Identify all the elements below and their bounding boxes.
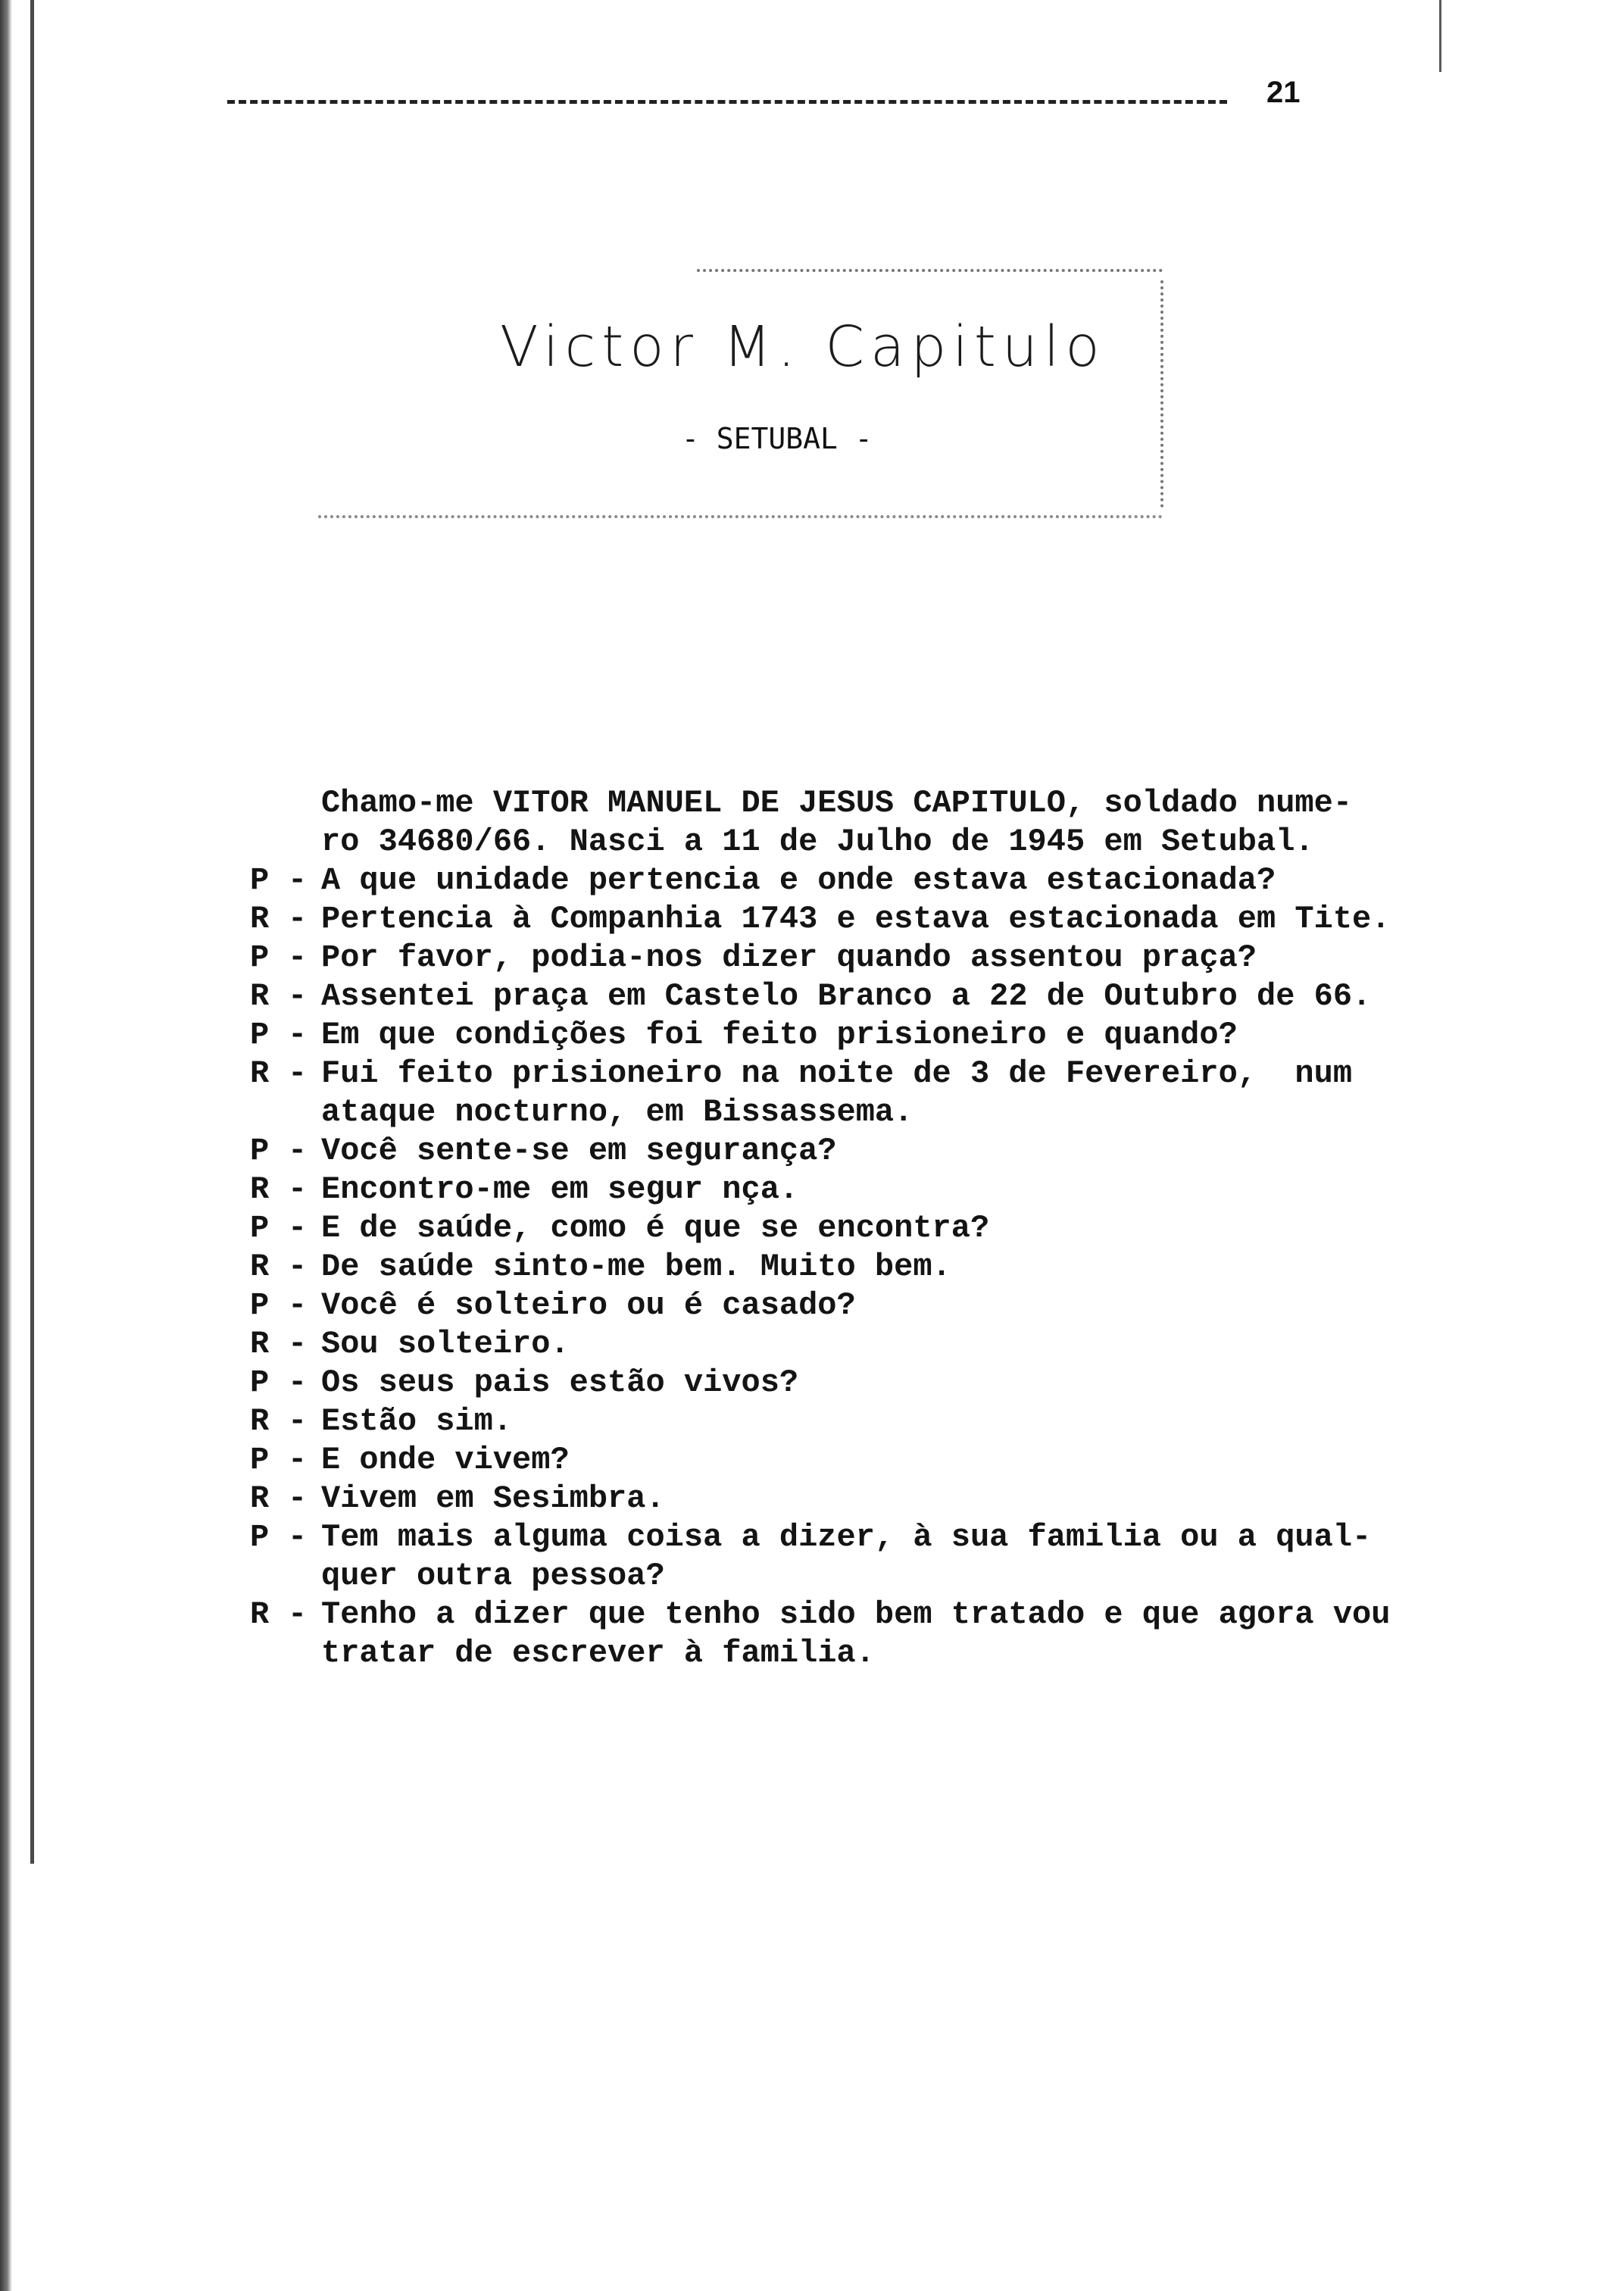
speaker-dash: - xyxy=(288,1171,308,1208)
speaker-label: R xyxy=(250,1596,270,1633)
intro-line xyxy=(250,784,1363,823)
speaker-dash: - xyxy=(288,1055,308,1092)
speaker-dash: - xyxy=(288,1480,308,1517)
speaker-label: R xyxy=(250,1326,270,1362)
stamp-border-right xyxy=(1160,280,1163,508)
intro-line xyxy=(250,823,1363,861)
speaker-label: P xyxy=(250,1210,270,1246)
stamp-name: Victor M. Capitulo xyxy=(500,314,1106,380)
answer-text: tratar de escrever à familia. xyxy=(321,1635,875,1671)
speaker-dash: - xyxy=(288,1210,308,1246)
answer-text: Pertencia à Companhia 1743 e estava estacionada em Tite. xyxy=(321,901,1391,937)
binding-line xyxy=(30,0,34,1864)
speaker-dash: - xyxy=(288,862,308,899)
speaker-label: P xyxy=(250,1519,270,1555)
speaker-label: R xyxy=(250,1055,270,1092)
speaker-dash xyxy=(288,1557,321,1596)
question-text: E de saúde, como é que se encontra? xyxy=(321,1210,990,1246)
answer-line xyxy=(250,1325,1363,1364)
answer-line xyxy=(250,1634,1363,1673)
answer-text: Vivem em Sesimbra. xyxy=(321,1480,665,1517)
question-text: E onde vivem? xyxy=(321,1442,570,1478)
answer-line xyxy=(250,1248,1363,1286)
speaker-dash xyxy=(288,1093,321,1132)
question-text: Você sente-se em segurança? xyxy=(321,1133,837,1169)
answer-text: Encontro-me em segur nça. xyxy=(321,1171,799,1208)
speaker-dash xyxy=(288,1634,321,1673)
speaker-dash: - xyxy=(288,1249,308,1285)
speaker-dash: - xyxy=(288,1519,308,1555)
question-text: Os seus pais estão vivos? xyxy=(321,1364,799,1401)
speaker-label: P xyxy=(250,1133,270,1169)
page-number: 21 xyxy=(1266,76,1301,109)
question-text: Por favor, podia-nos dizer quando assentou praça? xyxy=(321,939,1257,976)
question-text: quer outra pessoa? xyxy=(321,1558,665,1594)
question-answer-list xyxy=(250,861,1391,1673)
intro-text: ro 34680/66. Nasci a 11 de Julho de 1945 em Setubal. xyxy=(321,824,1314,860)
intro-text: Chamo-me VITOR MANUEL DE JESUS CAPITULO, soldado nume- xyxy=(321,785,1353,821)
answer-text: Tenho a dizer que tenho sido bem tratado e que agora vou xyxy=(321,1596,1391,1633)
speaker-label xyxy=(250,1557,288,1596)
question-line xyxy=(250,1518,1372,1557)
speaker-label: R xyxy=(250,1403,270,1439)
question-line xyxy=(250,939,1363,977)
speaker-label: P xyxy=(250,1287,270,1324)
speaker-dash: - xyxy=(288,1403,308,1439)
answer-text: Sou solteiro. xyxy=(321,1326,570,1362)
speaker-dash: - xyxy=(288,901,308,937)
question-line xyxy=(250,1557,1363,1596)
speaker-label: P xyxy=(250,1017,270,1053)
question-line xyxy=(250,1364,1363,1402)
answer-text: Fui feito prisioneiro na noite de 3 de Fevereiro, num xyxy=(321,1055,1353,1092)
answer-line xyxy=(250,1055,1363,1093)
answer-line xyxy=(250,1402,1363,1441)
speaker-label: P xyxy=(250,1442,270,1478)
question-text: Em que condições foi feito prisioneiro e quando? xyxy=(321,1017,1238,1053)
speaker-dash: - xyxy=(288,1326,308,1362)
speaker-dash: - xyxy=(288,1287,308,1324)
page-binding-edge xyxy=(0,0,30,2291)
question-line xyxy=(250,1016,1363,1055)
answer-line xyxy=(250,1093,1363,1132)
answer-line xyxy=(250,900,1391,939)
question-line xyxy=(250,1441,1363,1480)
speaker-label: R xyxy=(250,1480,270,1517)
speaker-label: P xyxy=(250,939,270,976)
answer-text: Assentei praça em Castelo Branco a 22 de Outubro de 66. xyxy=(321,978,1372,1014)
interview-text xyxy=(250,784,1391,1673)
right-page-edge xyxy=(1439,0,1441,72)
speaker-dash: - xyxy=(288,978,308,1014)
answer-text: Estão sim. xyxy=(321,1403,513,1439)
answer-text: De saúde sinto-me bem. Muito bem. xyxy=(321,1249,951,1285)
answer-line xyxy=(250,1171,1363,1209)
answer-text: ataque nocturno, em Bissassema. xyxy=(321,1094,914,1130)
header-rule xyxy=(227,100,1227,104)
binding-shadow xyxy=(0,0,12,2291)
answer-line xyxy=(250,1480,1363,1518)
speaker-label: R xyxy=(250,1249,270,1285)
question-line xyxy=(250,861,1363,900)
answer-line xyxy=(250,977,1372,1016)
speaker-label: R xyxy=(250,901,270,937)
speaker-label: R xyxy=(250,1171,270,1208)
speaker-dash: - xyxy=(288,1133,308,1169)
stamp-border-bottom xyxy=(318,515,1163,518)
question-line xyxy=(250,1286,1363,1325)
speaker-dash: - xyxy=(288,1596,308,1633)
speaker-label xyxy=(250,1634,288,1673)
question-text: A que unidade pertencia e onde estava estacionada? xyxy=(321,862,1276,899)
speaker-dash: - xyxy=(288,1442,308,1478)
speaker-dash: - xyxy=(288,1017,308,1053)
question-text: Tem mais alguma coisa a dizer, à sua familia ou a qual- xyxy=(321,1519,1372,1555)
stamp-place: - SETUBAL - xyxy=(682,422,873,455)
speaker-label: P xyxy=(250,862,270,899)
speaker-dash: - xyxy=(288,939,308,976)
question-text: Você é solteiro ou é casado? xyxy=(321,1287,856,1324)
speaker-label xyxy=(250,1093,288,1132)
speaker-label: R xyxy=(250,978,270,1014)
stamp-border-top xyxy=(697,269,1163,272)
question-line xyxy=(250,1209,1363,1248)
speaker-dash: - xyxy=(288,1364,308,1401)
speaker-label: P xyxy=(250,1364,270,1401)
answer-line xyxy=(250,1596,1391,1634)
question-line xyxy=(250,1132,1363,1171)
